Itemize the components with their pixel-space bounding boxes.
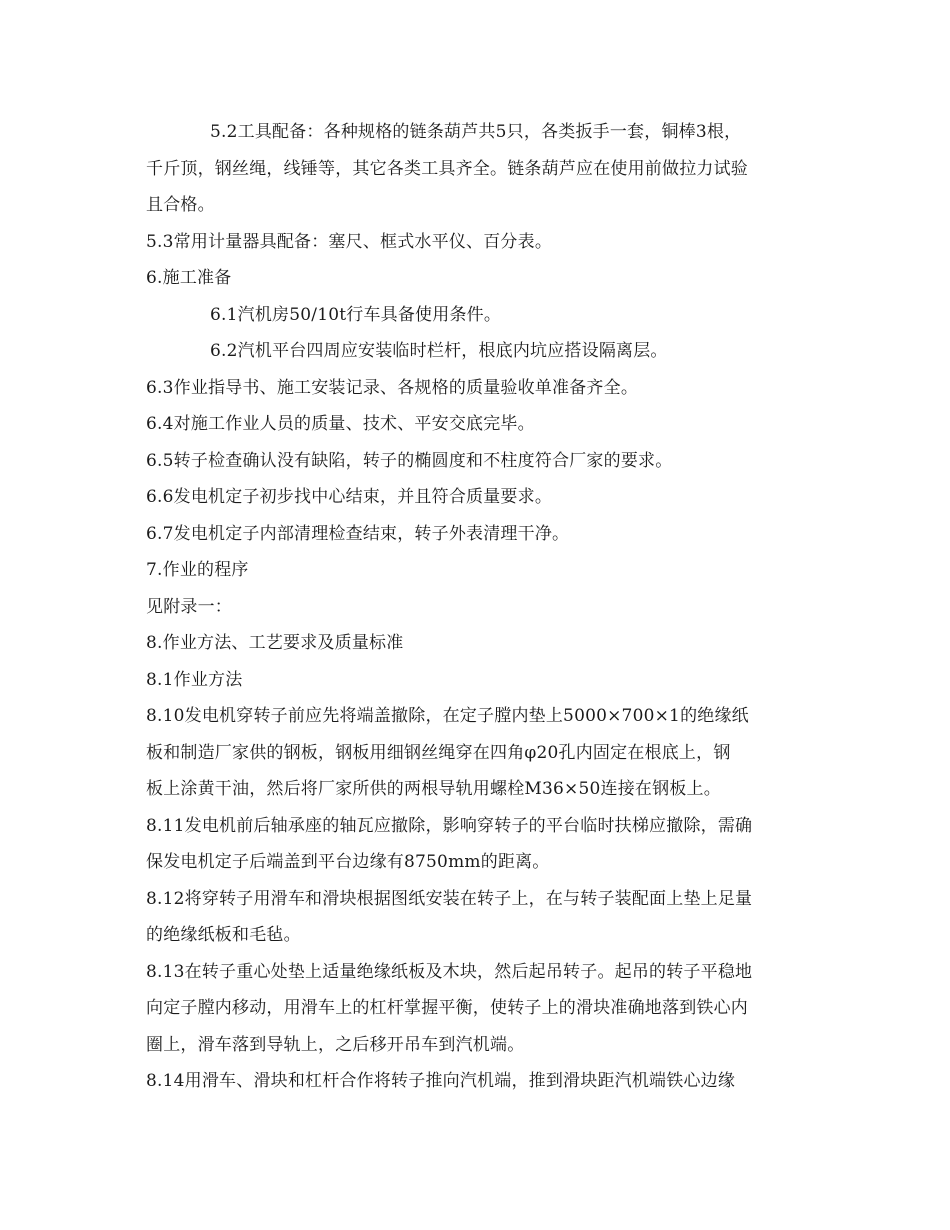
- paragraph-8-12-line-1: 8.12将穿转子用滑车和滑块根据图纸安装在转子上，在与转子装配面上垫上足量: [146, 888, 753, 909]
- paragraph-6-5: 6.5转子检查确认没有缺陷，转子的椭圆度和不柱度符合厂家的要求。: [146, 450, 673, 471]
- paragraph-8-13-line-2: 向定子膛内移动，用滑车上的杠杆掌握平衡，使转子上的滑块准确地落到铁心内: [146, 998, 748, 1018]
- paragraph-8-10-line-2: 板和制造厂家供的钢板，钢板用细钢丝绳穿在四角φ20孔内固定在根底上，钢: [146, 742, 731, 763]
- paragraph-8-13-line-3: 圈上，滑车落到导轨上，之后移开吊车到汽机端。: [146, 1034, 525, 1055]
- heading-8: 8.作业方法、工艺要求及质量标准: [146, 633, 404, 653]
- heading-8-1: 8.1作业方法: [146, 669, 243, 690]
- heading-7: 7.作业的程序: [146, 560, 249, 580]
- heading-6: 6.施工准备: [146, 268, 232, 288]
- paragraph-6-4: 6.4对施工作业人员的质量、技术、平安交底完毕。: [146, 414, 535, 434]
- paragraph-8-11-line-2: 保发电机定子后端盖到平台边缘有8750mm的距离。: [146, 852, 550, 872]
- paragraph-6-3: 6.3作业指导书、施工安装记录、各规格的质量验收单准备齐全。: [146, 377, 639, 398]
- paragraph-8-14-line-1: 8.14用滑车、滑块和杠杆合作将转子推向汽机端，推到滑块距汽机端铁心边缘: [146, 1071, 736, 1091]
- appendix-reference: 见附录一：: [146, 596, 232, 617]
- paragraph-6-2: 6.2汽机平台四周应安装临时栏杆，根底内坑应搭设隔离层。: [210, 341, 668, 361]
- paragraph-5-3: 5.3常用计量器具配备：塞尺、框式水平仪、百分表。: [146, 231, 553, 252]
- paragraph-8-13-line-1: 8.13在转子重心处垫上适量绝缘纸板及木块，然后起吊转子。起吊的转子平稳地: [146, 961, 753, 982]
- paragraph-6-7: 6.7发电机定子内部清理检查结束，转子外表清理干净。: [146, 523, 570, 544]
- paragraph-5-2-line-3: 且合格。: [146, 195, 215, 215]
- paragraph-8-10-line-1: 8.10发电机穿转子前应先将端盖撤除，在定子膛内垫上5000×700×1的绝缘纸: [146, 706, 749, 726]
- paragraph-8-10-line-3: 板上涂黄干油，然后将厂家所供的两根导轨用螺栓M36×50连接在钢板上。: [146, 779, 721, 799]
- document-body: [146, 114, 806, 1100]
- paragraph-5-2-line-1: 5.2工具配备：各种规格的链条葫芦共5只，各类扳手一套，铜棒3根，: [210, 122, 742, 142]
- paragraph-5-2-line-2: 千斤顶，钢丝绳，线锤等，其它各类工具齐全。链条葫芦应在使用前做拉力试验: [146, 158, 748, 179]
- paragraph-6-1: 6.1汽机房50/10t行车具备使用条件。: [210, 304, 502, 325]
- paragraph-8-11-line-1: 8.11发电机前后轴承座的轴瓦应撤除，影响穿转子的平台临时扶梯应撤除，需确: [146, 815, 753, 836]
- paragraph-6-6: 6.6发电机定子初步找中心结束，并且符合质量要求。: [146, 487, 553, 507]
- paragraph-8-12-line-2: 的绝缘纸板和毛毡。: [146, 925, 301, 945]
